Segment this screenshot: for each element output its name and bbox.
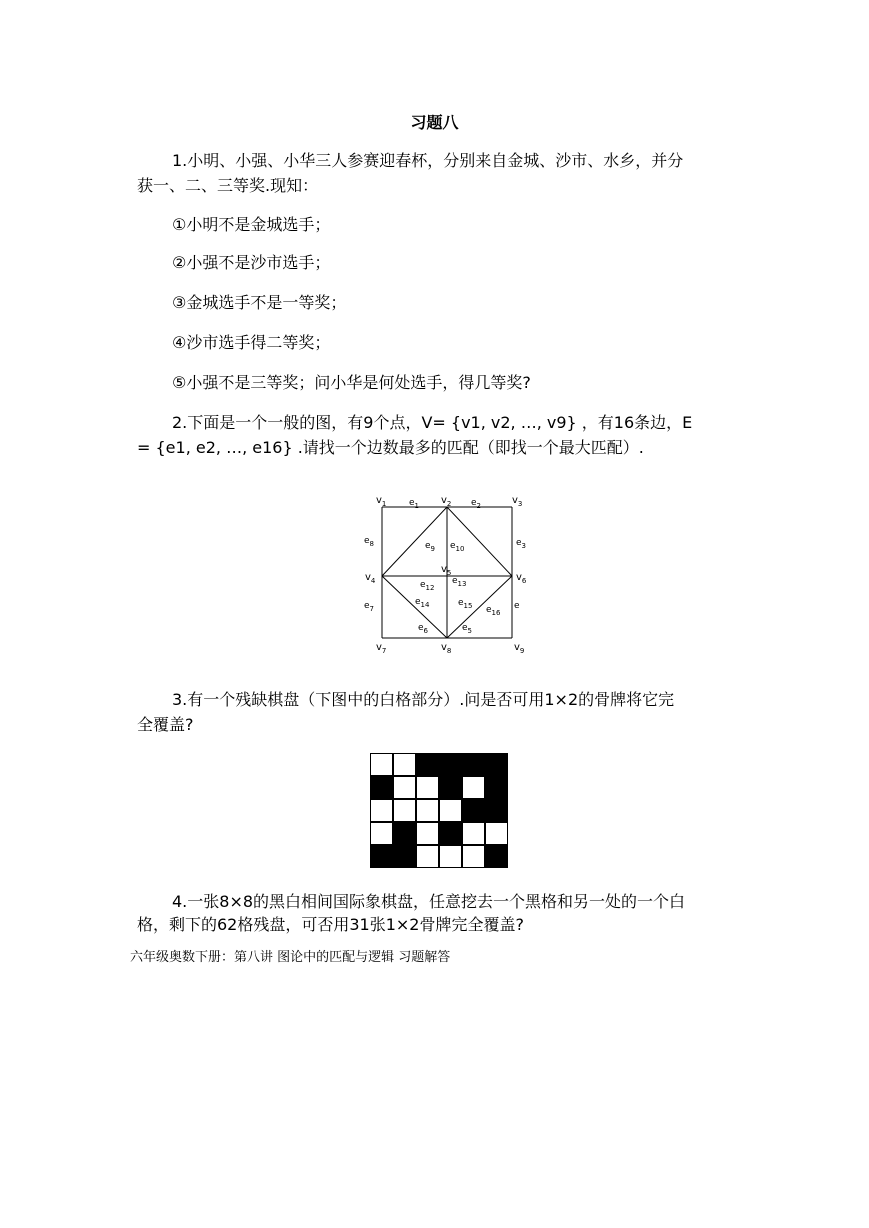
- edge-label-e7: $e_7$: [364, 601, 375, 613]
- board-cell-black: [462, 799, 485, 822]
- edge-label-e14: $e_{14}$: [415, 597, 430, 609]
- board-cell-white: [416, 799, 439, 822]
- edge-label-e10: $e_{10}$: [450, 541, 465, 553]
- page-title: 习题八: [410, 113, 459, 132]
- graph-edge-11: [447, 507, 512, 576]
- edge-label-e5: $e_5$: [462, 623, 473, 635]
- board-cell-white: [393, 799, 416, 822]
- graph-edge-9: [382, 507, 447, 576]
- vertex-label-v6: $v_6$: [516, 572, 527, 585]
- board-cell-white: [393, 776, 416, 799]
- vertex-label-v3: $v_3$: [512, 495, 523, 508]
- edge-label-e9: $e_9$: [425, 541, 436, 553]
- q1-condition-1: ①小明不是金城选手；: [172, 215, 331, 234]
- board-cell-black: [462, 753, 485, 776]
- graph-edge-14: [382, 576, 447, 638]
- vertex-label-v2: $v_2$: [441, 495, 452, 508]
- board-cell-black: [393, 822, 416, 845]
- board-cell-black: [439, 753, 462, 776]
- board-cell-white: [439, 799, 462, 822]
- board-cell-white: [462, 845, 485, 868]
- q1-line2: 获一、二、三等奖.现知：: [137, 176, 319, 195]
- edge-label-e8: $e_8$: [364, 536, 375, 548]
- q1-line1: 1.小明、小强、小华三人参赛迎春杯，分别来自金城、沙市、水乡，并分: [172, 151, 684, 170]
- q2-line2: = {e1, e2, …, e16} .请找一个边数最多的匹配（即找一个最大匹配）.: [137, 438, 644, 457]
- board-cell-black: [485, 753, 508, 776]
- board-cell-white: [462, 822, 485, 845]
- board-cell-white: [485, 822, 508, 845]
- edge-label-e1: $e_1$: [409, 498, 420, 510]
- board-cell-black: [370, 776, 393, 799]
- edge-label-e15: $e_{15}$: [458, 598, 473, 610]
- edge-label-e2: $e_2$: [471, 498, 482, 510]
- vertex-label-v1: $v_1$: [376, 495, 387, 508]
- q1-condition-4: ④沙市选手得二等奖；: [172, 333, 331, 352]
- board-cell-white: [370, 822, 393, 845]
- board-cell-white: [416, 845, 439, 868]
- q4-line2: 格，剩下的62格残盘，可否用31张1×2骨牌完全覆盖?: [137, 915, 524, 934]
- board-cell-black: [439, 776, 462, 799]
- q2-line1: 2.下面是一个一般的图，有9个点，V= {v1, v2, …, v9} ，有16条边，E: [172, 413, 693, 432]
- board-cell-black: [485, 845, 508, 868]
- q3-line2: 全覆盖?: [137, 715, 194, 734]
- board-cell-black: [416, 753, 439, 776]
- board-cell-white: [416, 822, 439, 845]
- q3-line1: 3.有一个残缺棋盘（下图中的白格部分）.问是否可用1×2的骨牌将它完: [172, 690, 675, 709]
- vertex-label-v9: $v_9$: [514, 642, 525, 655]
- board-cell-white: [370, 799, 393, 822]
- board-cell-white: [462, 776, 485, 799]
- board-cell-black: [370, 845, 393, 868]
- footer-caption: 六年级奥数下册：第八讲 图论中的匹配与逻辑 习题解答: [130, 950, 451, 965]
- vertex-label-v7: $v_7$: [376, 642, 387, 655]
- edge-label-e: e: [514, 601, 520, 611]
- edge-label-e12: $e_{12}$: [420, 580, 435, 592]
- board-cell-black: [485, 776, 508, 799]
- q1-condition-3: ③金城选手不是一等奖；: [172, 293, 347, 312]
- vertex-label-v5: $v_5$: [441, 564, 452, 577]
- board-cell-black: [393, 845, 416, 868]
- edge-label-e13: $e_{13}$: [452, 576, 467, 588]
- edge-label-e3: $e_3$: [516, 538, 527, 550]
- board-cell-white: [370, 753, 393, 776]
- q4-line1: 4.一张8×8的黑白相间国际象棋盘，任意挖去一个黑格和另一处的一个白: [172, 892, 686, 911]
- board-cell-white: [416, 776, 439, 799]
- chessboard-figure: [370, 753, 510, 870]
- board-cell-black: [439, 822, 462, 845]
- vertex-label-v8: $v_8$: [441, 642, 452, 655]
- q1-condition-5: ⑤小强不是三等奖；问小华是何处选手，得几等奖?: [172, 373, 531, 392]
- vertex-label-v4: $v_4$: [365, 572, 376, 585]
- board-cell-black: [485, 799, 508, 822]
- graph-figure: [355, 490, 535, 660]
- edge-label-e6: $e_6$: [418, 623, 429, 635]
- board-cell-white: [393, 753, 416, 776]
- edge-label-e16: $e_{16}$: [486, 605, 501, 617]
- q1-condition-2: ②小强不是沙市选手；: [172, 253, 331, 272]
- board-cell-white: [439, 845, 462, 868]
